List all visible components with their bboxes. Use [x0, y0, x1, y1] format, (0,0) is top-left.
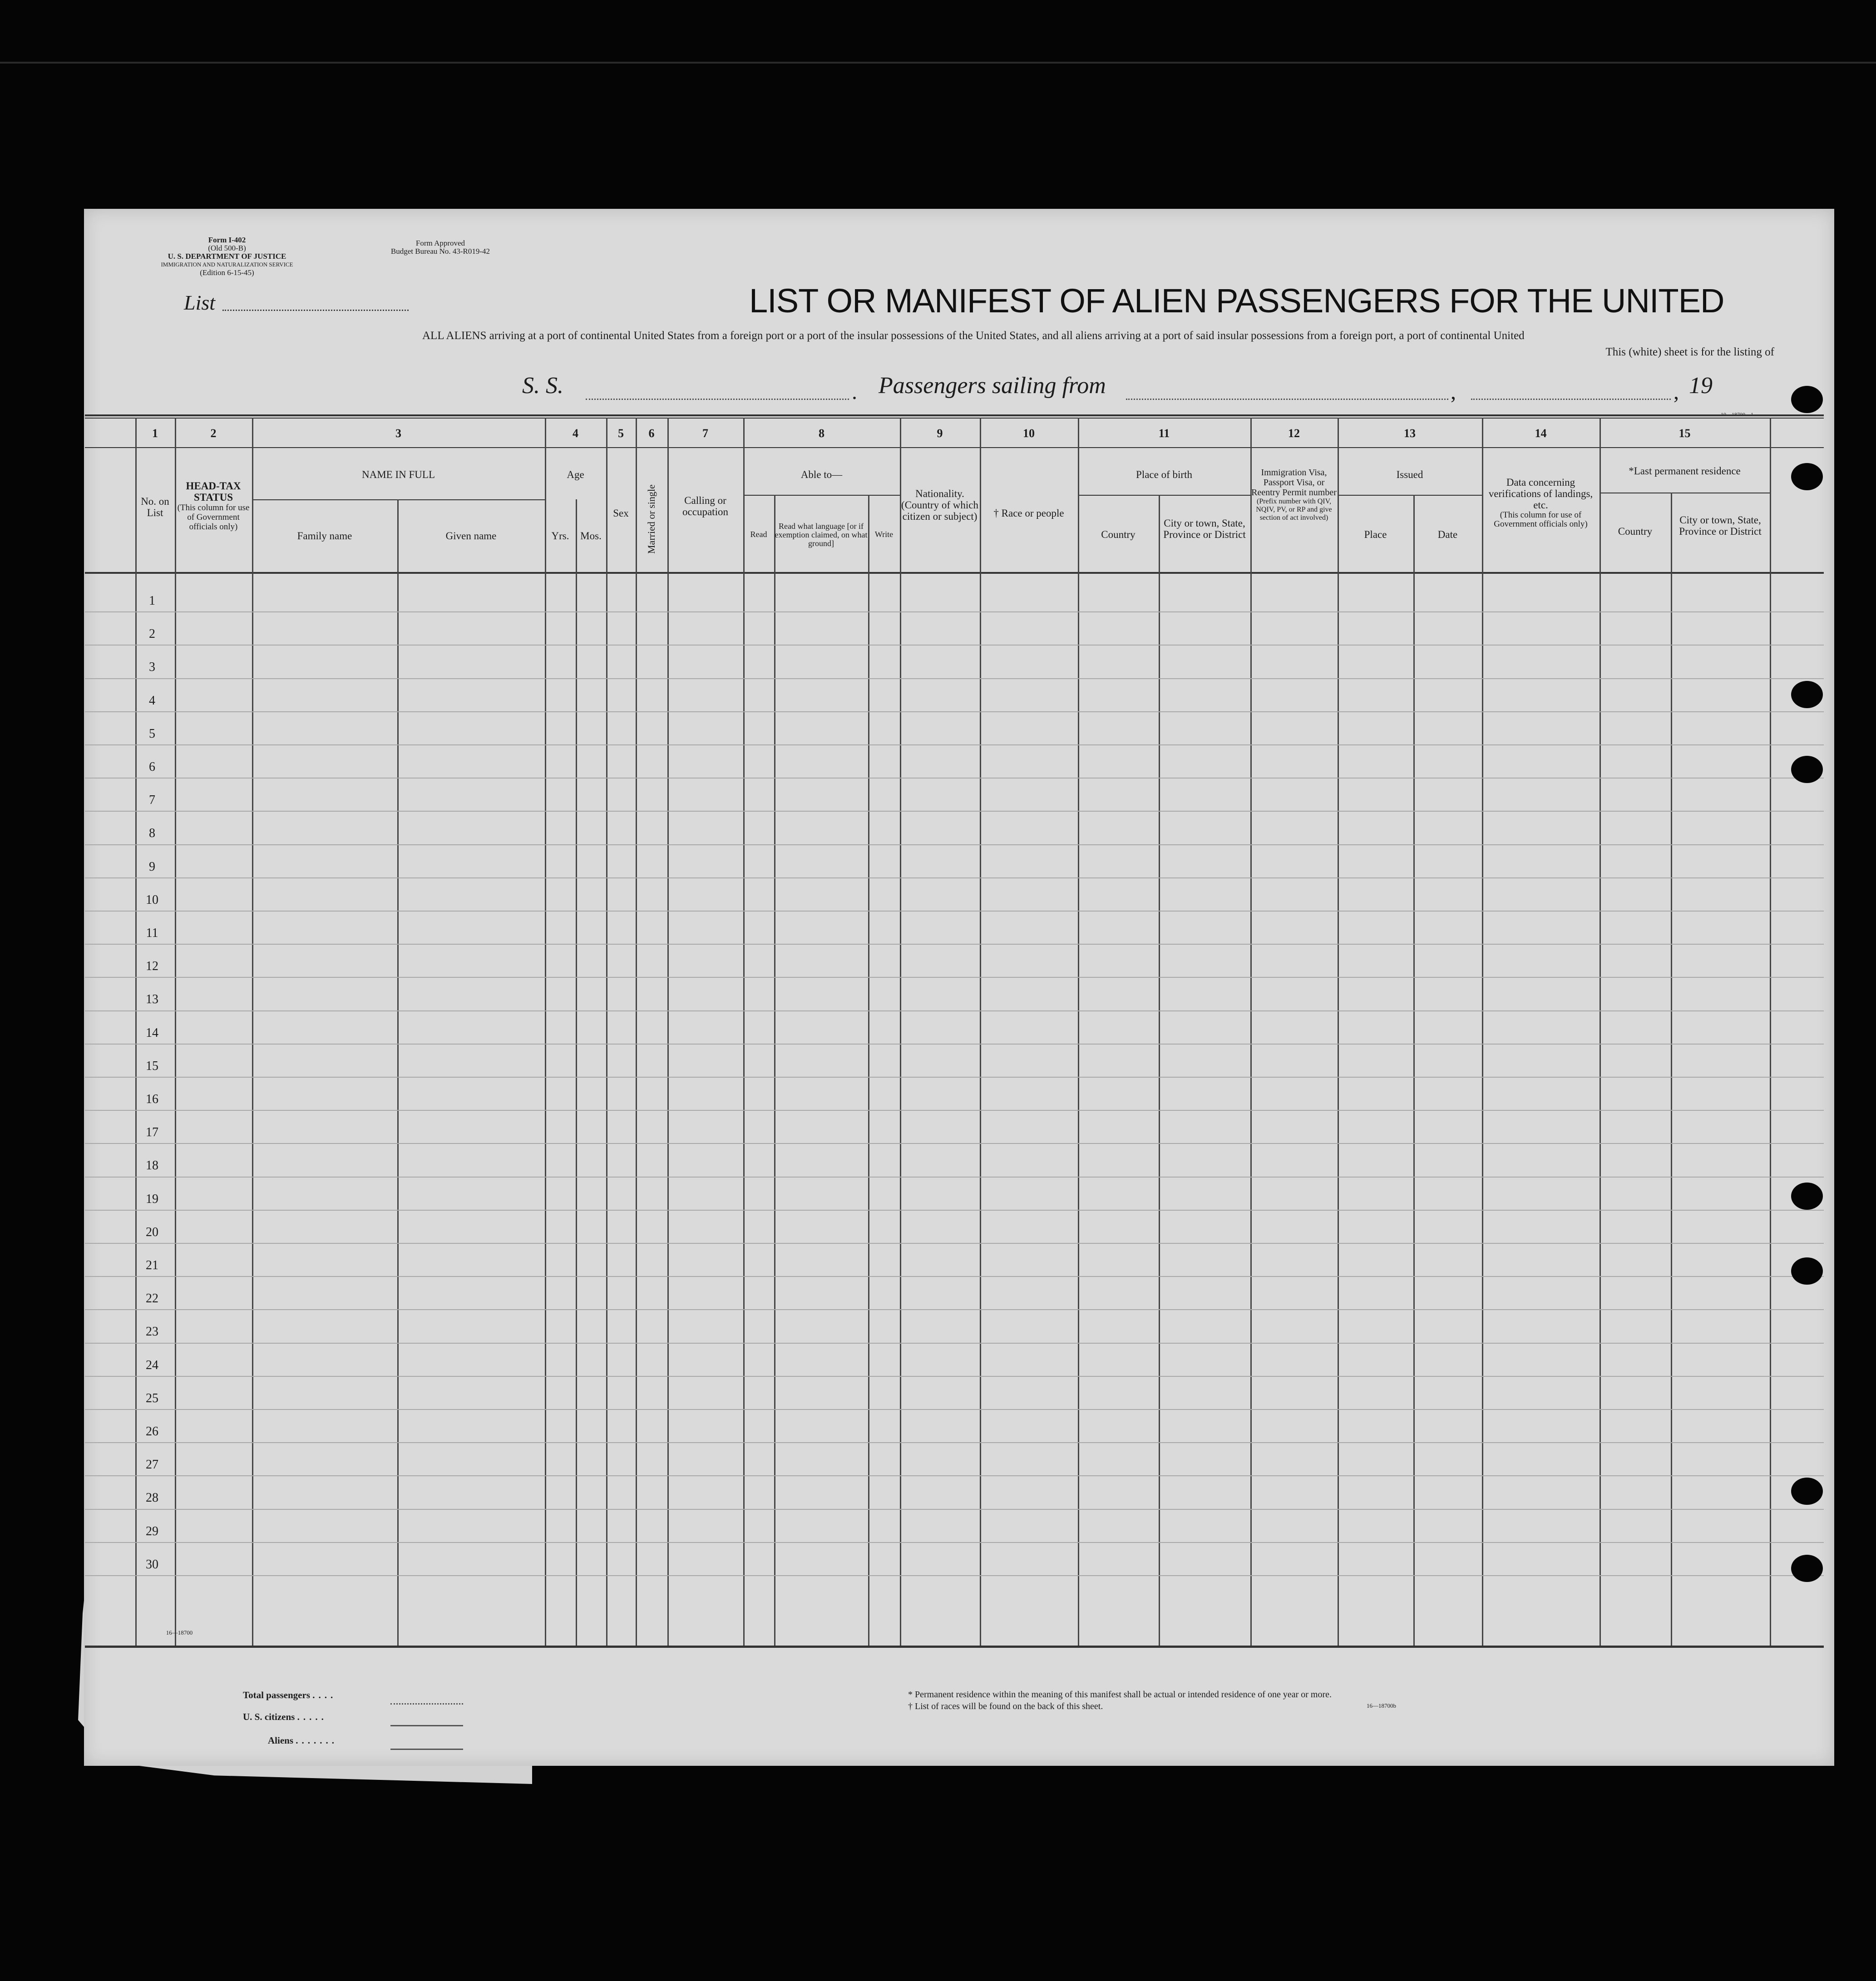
col-rule — [1600, 418, 1601, 1646]
edition: (Edition 6-15-45) — [200, 268, 254, 277]
col-rule — [1159, 495, 1160, 1646]
table-row — [85, 1077, 1824, 1078]
table-row — [85, 1010, 1824, 1011]
table-row — [85, 744, 1824, 745]
header-place-of-birth: Place of birth — [1136, 469, 1192, 480]
col-number-8: 8 — [819, 427, 824, 440]
col-rule — [175, 418, 176, 1646]
head-tax-note: (This column for use of Government officials only) — [177, 503, 250, 532]
citizens-label-text: U. S. citizens — [243, 1711, 295, 1722]
table-row — [85, 1376, 1824, 1377]
punch-hole — [1791, 386, 1823, 413]
comma-mark-2: , — [1674, 380, 1679, 404]
table-row — [85, 1343, 1824, 1344]
col-number-1: 1 — [152, 427, 158, 440]
approved: Form Approved — [415, 239, 465, 247]
aliens-label-text: Aliens — [268, 1735, 294, 1746]
table-row — [85, 1243, 1824, 1244]
table-row — [85, 1210, 1824, 1211]
header-given-name: Given name — [445, 530, 497, 542]
col-number-14: 14 — [1535, 427, 1547, 440]
header-issued-date: Date — [1437, 529, 1458, 540]
service: IMMIGRATION AND NATURALIZATION SERVICE — [161, 261, 293, 268]
row-number: 1 — [149, 594, 155, 608]
header-married: Married or single — [646, 484, 657, 554]
row-number: 5 — [149, 727, 155, 741]
col-number-3: 3 — [395, 427, 401, 440]
header-read-what: Read what language [or if exemption claimed, on what ground] — [775, 522, 868, 548]
row-number: 20 — [146, 1225, 158, 1239]
aliens-field[interactable] — [390, 1749, 463, 1750]
row-number: 8 — [149, 826, 155, 840]
col-number-15: 15 — [1679, 427, 1691, 440]
aliens-label: Aliens ....... — [268, 1735, 338, 1746]
header-issued-place: Place — [1364, 529, 1387, 540]
head-tax-label: HEAD-TAX STATUS — [186, 480, 241, 503]
us-citizens-label: U. S. citizens ..... — [243, 1711, 327, 1722]
ship-name-field[interactable] — [586, 399, 849, 400]
scan-top-edge — [0, 62, 1876, 64]
col-rule — [636, 418, 637, 1646]
page-title: LIST OR MANIFEST OF ALIEN PASSENGERS FOR THE UNITED — [749, 282, 1724, 320]
header-read: Read — [750, 530, 767, 539]
data-concerning-note: (This column for use of Government officials only) — [1494, 510, 1588, 529]
form-id-block — [150, 236, 304, 277]
row-number: 3 — [149, 660, 155, 674]
punch-hole — [1791, 1257, 1823, 1285]
subtitle-line-2: This (white) sheet is for the listing of — [1605, 346, 1774, 358]
punch-hole — [1791, 756, 1823, 783]
row-number: 17 — [146, 1125, 158, 1139]
birth-sub-rule — [1078, 495, 1250, 496]
col-number-11: 11 — [1158, 427, 1170, 440]
subtitle-line-1: ALL ALIENS arriving at a port of continental United States from a foreign port or a port of the insular possessions of the United States, and all aliens arriving at a port of said insular possessions from a foreign port, a port of continental United — [422, 330, 1525, 342]
row-number: 9 — [149, 860, 155, 874]
row-number: 12 — [146, 959, 158, 973]
row-number: 26 — [146, 1424, 158, 1439]
col-rule — [576, 499, 577, 1646]
header-sex: Sex — [613, 508, 629, 519]
total-label-text: Total passengers — [243, 1690, 310, 1700]
col-number-5: 5 — [618, 427, 624, 440]
row-number: 25 — [146, 1391, 158, 1405]
header-write: Write — [874, 530, 894, 539]
table-row — [85, 778, 1824, 779]
col-rule — [774, 495, 775, 1646]
comma-mark: , — [1451, 380, 1456, 404]
table-row — [85, 1475, 1824, 1476]
header-family-name: Family name — [297, 530, 352, 542]
row-number: 15 — [146, 1059, 158, 1073]
col-rule — [1338, 418, 1339, 1646]
punch-hole — [1791, 1555, 1823, 1582]
row-number: 7 — [149, 793, 155, 807]
footnote-residence: * Permanent residence within the meaning of this manifest shall be actual or intended residence of one year or more. — [908, 1690, 1332, 1700]
table-row — [85, 877, 1824, 878]
table-row — [85, 1309, 1824, 1310]
table-row — [85, 1177, 1824, 1178]
col-rule — [545, 418, 546, 1646]
col-rule — [606, 418, 607, 1646]
form-number: Form I-402 — [208, 236, 246, 244]
department: U. S. DEPARTMENT OF JUSTICE — [168, 252, 286, 261]
header-age: Age — [567, 469, 584, 480]
header-birth-country: Country — [1101, 529, 1135, 540]
total-passengers-label: Total passengers .... — [243, 1690, 337, 1700]
header-head-tax — [175, 480, 252, 532]
table-top-rule-2 — [85, 418, 1824, 419]
col-number-10: 10 — [1023, 427, 1035, 440]
number-row-rule — [85, 447, 1824, 448]
col-rule — [252, 418, 253, 1646]
row-number: 11 — [146, 926, 158, 940]
row-number: 19 — [146, 1192, 158, 1206]
header-name-in-full: NAME IN FULL — [362, 469, 435, 480]
table-row — [85, 1509, 1824, 1510]
row-number: 16 — [146, 1092, 158, 1106]
old-form-number: (Old 500-B) — [208, 244, 246, 252]
row-number: 28 — [146, 1491, 158, 1505]
table-row — [85, 944, 1824, 945]
punch-hole — [1791, 681, 1823, 708]
header-nationality: Nationality. (Country of which citizen or subject) — [901, 488, 978, 522]
row-number: 10 — [146, 893, 158, 907]
table-row — [85, 1542, 1824, 1543]
header-issued: Issued — [1396, 469, 1423, 480]
list-field[interactable] — [222, 310, 409, 311]
issued-sub-rule — [1338, 495, 1482, 496]
able-sub-rule — [743, 495, 900, 496]
date-field[interactable] — [1471, 399, 1671, 400]
header-bottom-rule — [85, 572, 1824, 574]
table-row — [85, 977, 1824, 978]
col-rule — [667, 418, 669, 1646]
year-label: 19 — [1689, 373, 1713, 399]
header-birth-city: City or town, State, Province or District — [1163, 517, 1246, 540]
col-rule — [980, 418, 981, 1646]
us-citizens-field[interactable] — [390, 1725, 463, 1726]
col-rule — [1078, 418, 1079, 1646]
row-number: 14 — [146, 1026, 158, 1040]
row-number: 18 — [146, 1158, 158, 1173]
table-bottom-rule — [85, 1646, 1824, 1648]
period-mark: . — [852, 380, 857, 404]
visa-note: (Prefix number with QIV, NQIV, PV, or RP and give section of act involved) — [1256, 498, 1332, 522]
col-number-4: 4 — [573, 427, 578, 440]
header-calling: Calling or occupation — [682, 495, 728, 517]
punch-hole — [1791, 1183, 1823, 1210]
table-row — [85, 811, 1824, 812]
data-concerning-label: Data concerning verifications of landings, etc. — [1488, 477, 1593, 511]
approval-block — [372, 239, 508, 256]
col-rule — [868, 495, 869, 1646]
col-rule — [1671, 493, 1672, 1646]
table-row — [85, 911, 1824, 912]
footer-code: 16—18700b — [1367, 1702, 1396, 1709]
row-number: 22 — [146, 1291, 158, 1306]
port-field[interactable] — [1126, 399, 1448, 400]
col-rule — [900, 418, 901, 1646]
manifest-sheet — [84, 209, 1834, 1766]
table-row — [85, 711, 1824, 712]
header-data-concerning — [1482, 477, 1600, 529]
header-visa — [1250, 468, 1338, 522]
sailing-label: Passengers sailing from — [879, 373, 1106, 399]
table-row — [85, 1044, 1824, 1045]
col-number-2: 2 — [210, 427, 217, 440]
col-rule — [1250, 418, 1252, 1646]
col-number-7: 7 — [702, 427, 708, 440]
table-top-rule — [85, 414, 1824, 416]
col-rule — [397, 499, 399, 1646]
table-row — [85, 1442, 1824, 1443]
table-row — [85, 844, 1824, 845]
col-number-9: 9 — [937, 427, 943, 440]
header-residence-country: Country — [1618, 526, 1653, 537]
budget-number: Budget Bureau No. 43-R019-42 — [390, 247, 490, 256]
table-row — [85, 1575, 1824, 1576]
row-number: 23 — [146, 1325, 158, 1339]
header-no-on-list: No. on List — [141, 496, 169, 518]
row-number: 4 — [149, 694, 155, 708]
row-number: 27 — [146, 1458, 158, 1472]
header-last-residence: *Last permanent residence — [1629, 465, 1741, 477]
visa-label: Immigration Visa, Passport Visa, or Reentry Permit number — [1251, 468, 1337, 498]
table-row — [85, 645, 1824, 646]
header-mos: Mos. — [580, 530, 602, 542]
row-number: 30 — [146, 1557, 158, 1572]
row-number: 29 — [146, 1524, 158, 1538]
col-number-13: 13 — [1404, 427, 1416, 440]
punch-hole — [1791, 463, 1823, 490]
footnote-races: † List of races will be found on the back of this sheet. — [908, 1701, 1103, 1711]
row-number: 24 — [146, 1358, 158, 1372]
col-rule — [1413, 495, 1415, 1646]
header-race: † Race or people — [993, 508, 1064, 519]
row-number: 13 — [146, 992, 158, 1006]
table-row — [85, 611, 1824, 612]
row-number: 2 — [149, 627, 155, 641]
row-number: 6 — [149, 760, 155, 774]
table-row — [85, 1409, 1824, 1410]
punch-hole — [1791, 1478, 1823, 1505]
header-able-to: Able to— — [800, 469, 843, 480]
col-rule — [1770, 418, 1771, 1646]
table-row — [85, 678, 1824, 679]
total-passengers-field[interactable] — [390, 1703, 463, 1705]
col-rule — [1482, 418, 1483, 1646]
col-rule — [743, 418, 745, 1646]
table-row — [85, 1276, 1824, 1277]
header-residence-city: City or town, State, Province or District — [1679, 514, 1762, 537]
ss-label: S. S. — [522, 373, 563, 399]
row-number: 21 — [146, 1258, 158, 1272]
list-label: List — [184, 291, 216, 314]
table-row — [85, 1143, 1824, 1144]
col-number-12: 12 — [1288, 427, 1300, 440]
header-yrs: Yrs. — [551, 530, 569, 542]
bottom-code: 16—18700 — [166, 1629, 193, 1636]
col-number-6: 6 — [648, 427, 655, 440]
table-row — [85, 1110, 1824, 1111]
